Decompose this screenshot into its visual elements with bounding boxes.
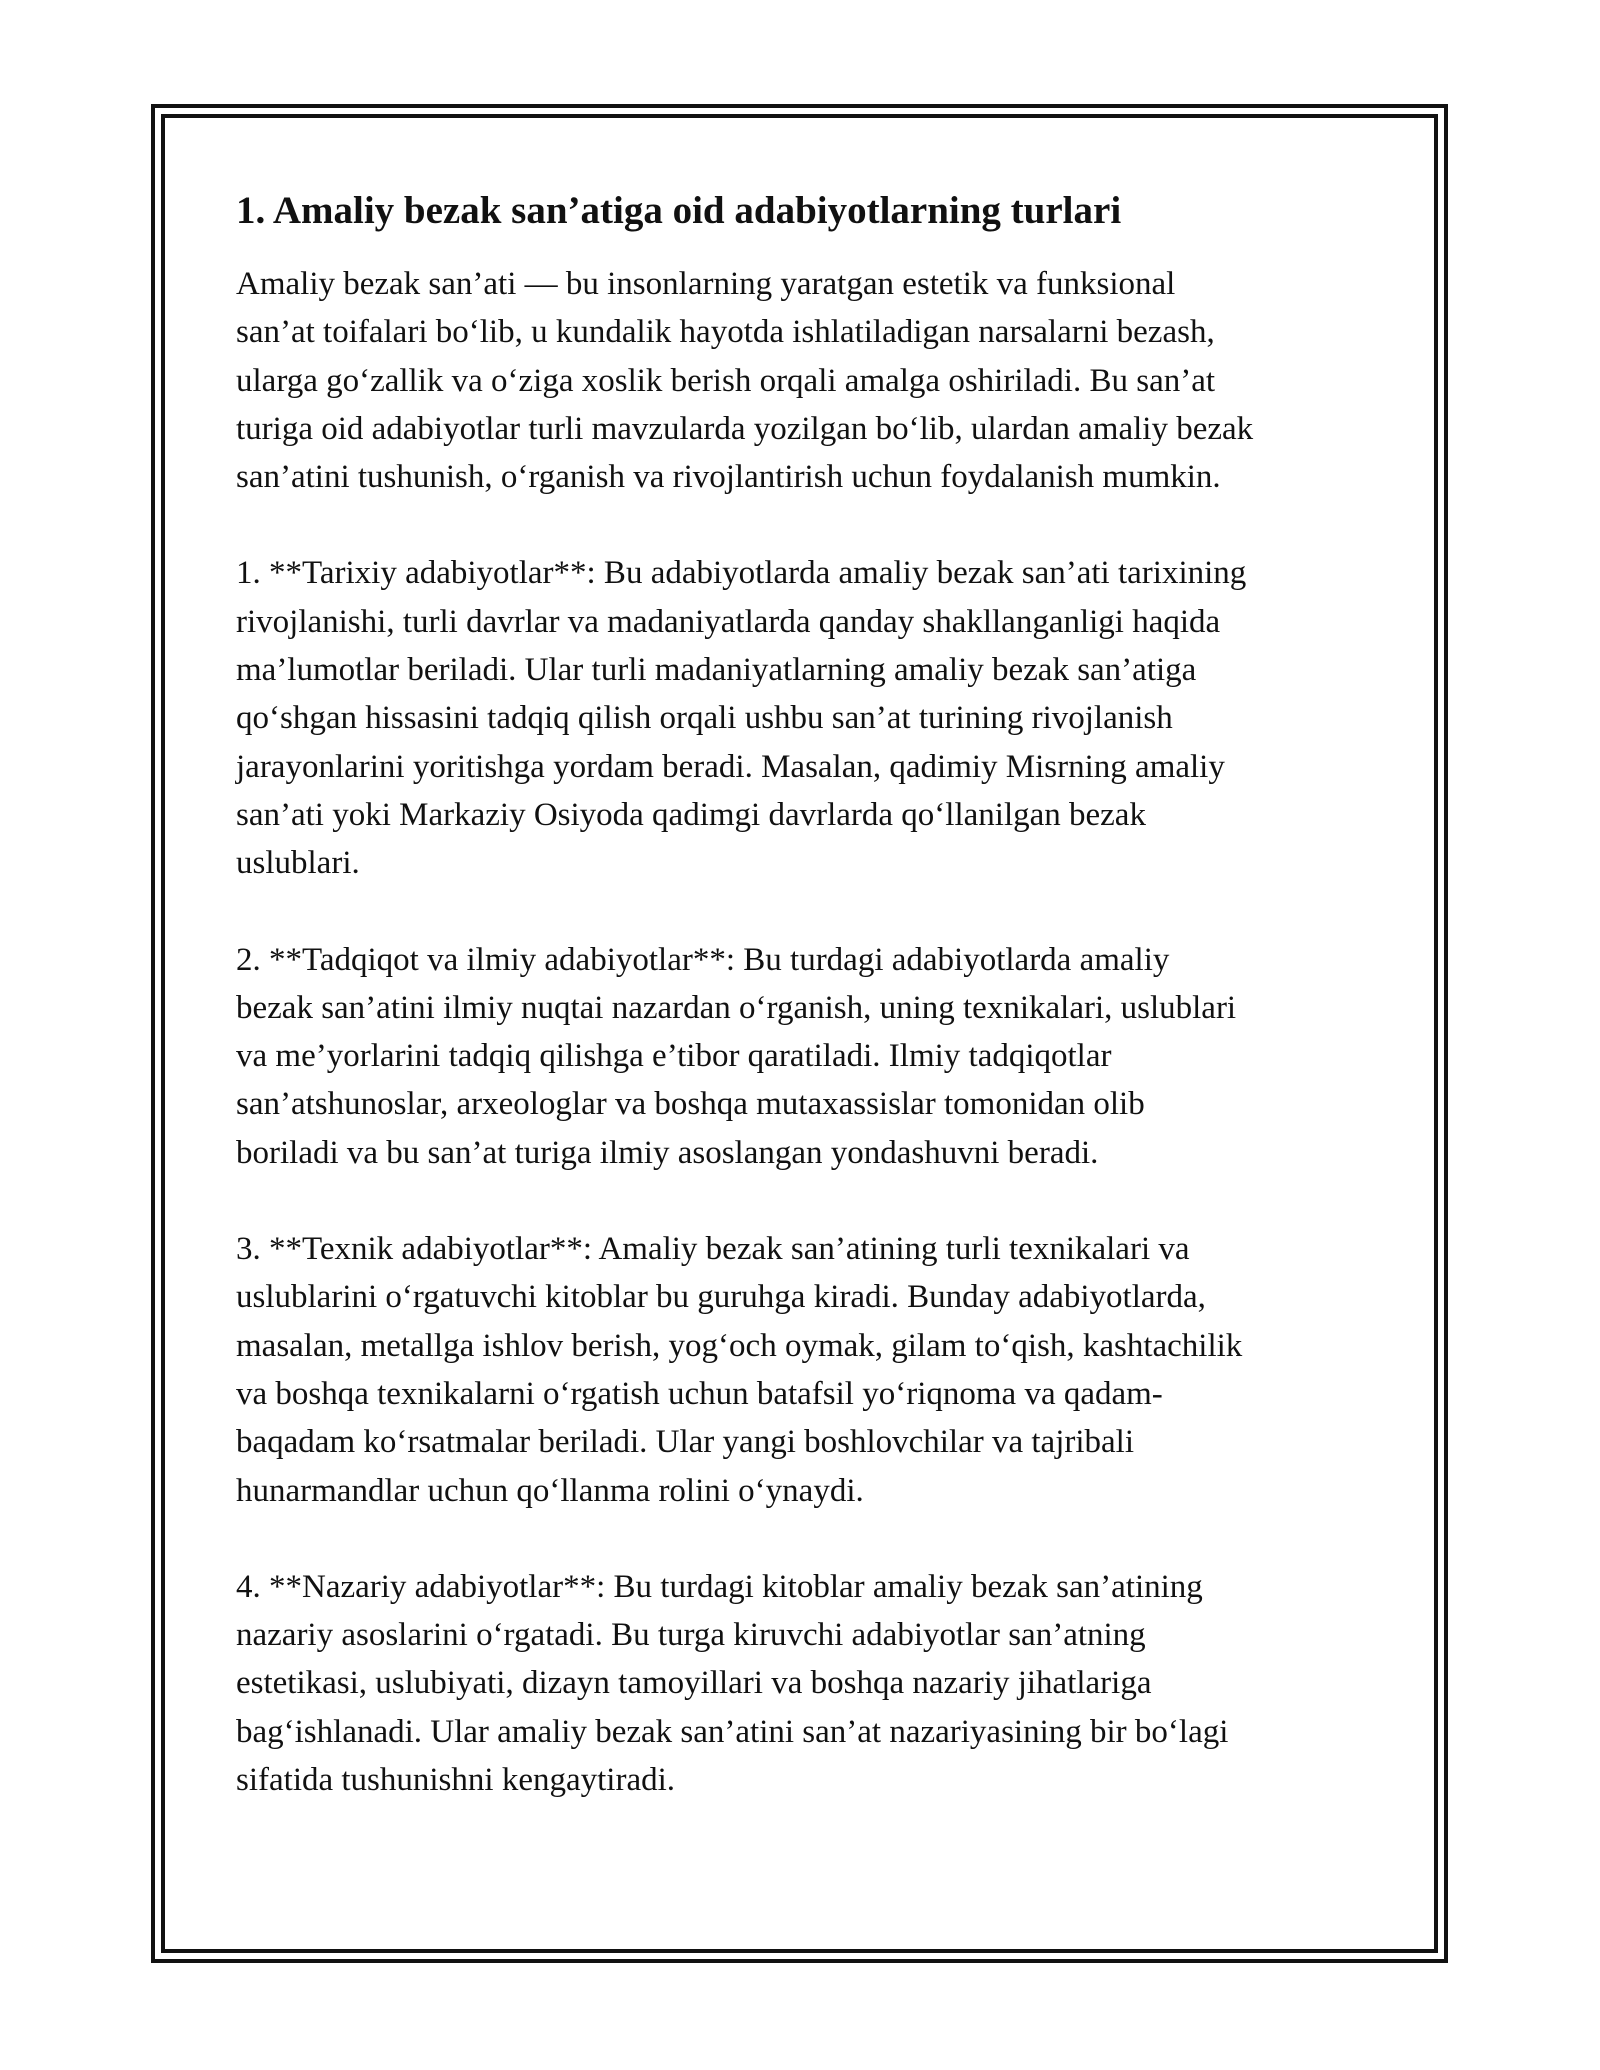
- paragraph-line: baqadam ko‘rsatmalar beriladi. Ular yangi boshlovchilar va tajribali: [236, 1424, 1135, 1461]
- paragraph-line: qo‘shgan hissasini tadqiq qilish orqali ushbu san’at turining rivojlanish: [236, 700, 1173, 737]
- paragraph-line: Amaliy bezak san’ati — bu insonlarning yaratgan estetik va funksional: [236, 266, 1176, 302]
- paragraph-line: 2. **Tadqiqot va ilmiy adabiyotlar**: Bu turdagi adabiyotlarda amaliy: [236, 941, 1170, 978]
- document-title: 1. Amaliy bezak san’atiga oid adabiyotlarning turlari: [236, 189, 1122, 232]
- paragraph-line: bezak san’atini ilmiy nuqtai nazardan o‘rganish, uning texnikalari, uslublari: [236, 989, 1237, 1026]
- paragraph-line: san’atshunoslar, arxeologlar va boshqa mutaxassislar tomonidan olib: [236, 1086, 1145, 1123]
- paragraph-line: turiga oid adabiyotlar turli mavzularda yozilgan bo‘lib, ulardan amaliy bezak: [236, 410, 1254, 447]
- paragraph-line: estetikasi, uslubiyati, dizayn tamoyillari va boshqa nazariy jihatlariga: [236, 1665, 1152, 1702]
- paragraph-line: jarayonlarini yoritishga yordam beradi. Masalan, qadimiy Misrning amaliy: [236, 748, 1225, 785]
- paragraph-line: san’atini tushunish, o‘rganish va rivojlantirish uchun foydalanish mumkin.: [236, 459, 1221, 496]
- paragraph-line: san’at toifalari bo‘lib, u kundalik hayotda ishlatiladigan narsalarni bezash,: [236, 314, 1215, 351]
- paragraph-line: va boshqa texnikalarni o‘rgatish uchun batafsil yo‘riqnoma va qadam-: [236, 1375, 1163, 1412]
- paragraph-line: nazariy asoslarini o‘rgatadi. Bu turga kiruvchi adabiyotlar san’atning: [236, 1617, 1146, 1654]
- paragraph-line: va me’yorlarini tadqiq qilishga e’tibor qaratiladi. Ilmiy tadqiqotlar: [236, 1038, 1112, 1075]
- paragraph-line: uslublarini o‘rgatuvchi kitoblar bu guruhga kiradi. Bunday adabiyotlarda,: [236, 1279, 1206, 1316]
- paragraph-line: ma’lumotlar beriladi. Ular turli madaniyatlarning amaliy bezak san’atiga: [236, 652, 1197, 689]
- paragraph-line: 4. **Nazariy adabiyotlar**: Bu turdagi kitoblar amaliy bezak san’atining: [236, 1568, 1203, 1605]
- paragraph-line: ularga go‘zallik va o‘ziga xoslik berish orqali amalga oshiriladi. Bu san’at: [236, 362, 1216, 399]
- paragraph: [236, 549, 1376, 887]
- paragraph-line: san’ati yoki Markaziy Osiyoda qadimgi davrlarda qo‘llanilgan bezak: [236, 796, 1146, 833]
- paragraph-line: sifatida tushunishni kengaytiradi.: [236, 1762, 676, 1799]
- paragraph-line: hunarmandlar uchun qo‘llanma rolini o‘ynaydi.: [236, 1472, 864, 1509]
- paragraph: [236, 1563, 1376, 1804]
- paragraph-list: [236, 260, 1376, 1804]
- paragraph-line: 1. **Tarixiy adabiyotlar**: Bu adabiyotlarda amaliy bezak san’ati tarixining: [236, 555, 1247, 592]
- paragraph: [236, 1225, 1376, 1515]
- document-body: [236, 186, 1376, 1852]
- paragraph: [236, 260, 1376, 501]
- paragraph-line: rivojlanishi, turli davrlar va madaniyatlarda qanday shakllanganligi haqida: [236, 603, 1221, 640]
- paragraph-line: 3. **Texnik adabiyotlar**: Amaliy bezak san’atining turli texnikalari va: [236, 1231, 1190, 1268]
- paragraph-line: bag‘ishlanadi. Ular amaliy bezak san’atini san’at nazariyasining bir bo‘lagi: [236, 1713, 1229, 1750]
- paragraph-line: uslublari.: [236, 845, 360, 882]
- paragraph-line: masalan, metallga ishlov berish, yog‘och oymak, gilam to‘qish, kashtachilik: [236, 1327, 1243, 1364]
- paragraph: [236, 936, 1376, 1177]
- paragraph-line: boriladi va bu san’at turiga ilmiy asoslangan yondashuvni beradi.: [236, 1134, 1099, 1171]
